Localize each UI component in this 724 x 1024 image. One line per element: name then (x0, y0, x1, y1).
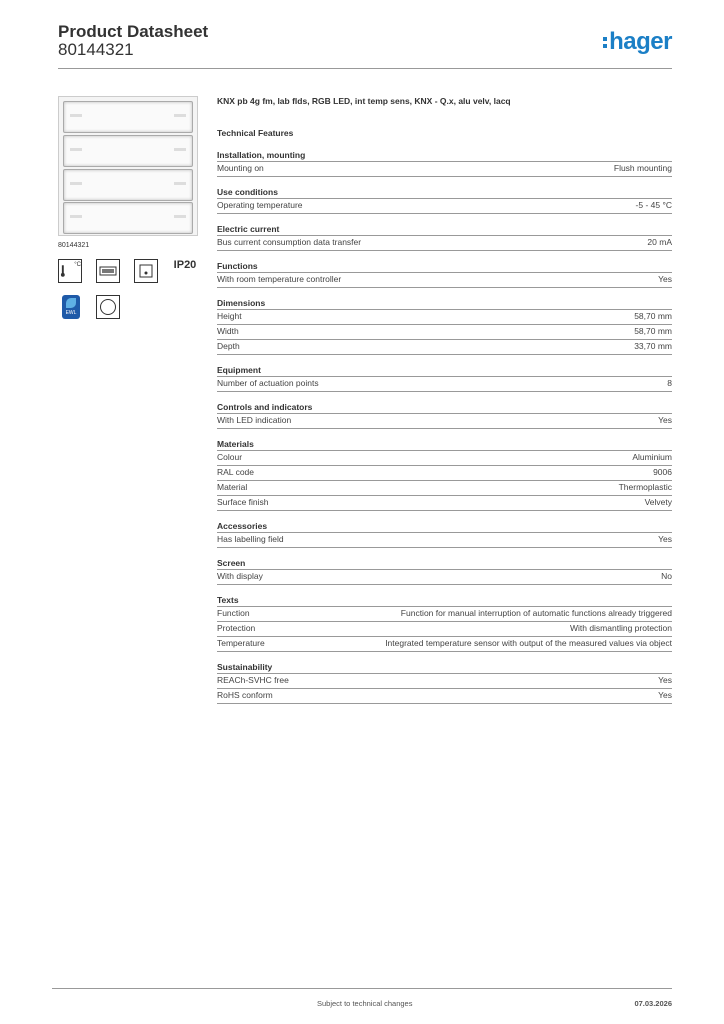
spec-section (217, 558, 672, 585)
spec-label: RAL code (217, 467, 255, 477)
thermo-label: °C (74, 262, 81, 268)
page-footer (52, 988, 672, 1008)
spec-label: Number of actuation points (217, 378, 319, 388)
spec-row (217, 622, 672, 637)
eco-label-text: EWL (65, 310, 77, 316)
spec-label: Has labelling field (217, 534, 284, 544)
spec-label: Height (217, 311, 242, 321)
rotation-icon (96, 295, 120, 319)
product-name: KNX pb 4g fm, lab flds, RGB LED, int temp sens, KNX - Q.x, alu velv, lacq (217, 96, 511, 106)
hager-logo (603, 28, 672, 56)
spec-value: Yes (658, 690, 672, 700)
rocker-3 (63, 169, 193, 201)
spec-section (217, 187, 672, 214)
spec-section (217, 224, 672, 251)
spec-value: Aluminium (632, 452, 672, 462)
spec-row (217, 162, 672, 177)
spec-value: 58,70 mm (634, 311, 672, 321)
spec-value: Thermoplastic (618, 482, 672, 492)
section-title: Screen (217, 558, 672, 570)
spec-row (217, 607, 672, 622)
spec-row (217, 481, 672, 496)
spec-section (217, 402, 672, 429)
spec-label: Material (217, 482, 248, 492)
spec-row (217, 637, 672, 652)
ip20-icon: IP20 (173, 259, 197, 271)
spec-value: Integrated temperature sensor with output of the measured values via object (385, 638, 672, 648)
eco-label-icon (62, 295, 80, 319)
spec-row (217, 496, 672, 511)
spec-label: Colour (217, 452, 243, 462)
footer-note: Subject to technical changes (317, 999, 413, 1008)
spec-label: Operating temperature (217, 200, 303, 210)
section-title: Use conditions (217, 187, 672, 199)
rocker-4 (63, 202, 193, 234)
spec-label: With display (217, 571, 263, 581)
specification-column (217, 96, 672, 714)
spec-value: Yes (658, 534, 672, 544)
section-title: Sustainability (217, 662, 672, 674)
spec-sections (217, 150, 672, 704)
spec-value: Yes (658, 274, 672, 284)
spec-value: Flush mounting (613, 163, 672, 173)
spec-label: Temperature (217, 638, 265, 648)
rocker-2 (63, 135, 193, 167)
section-title: Installation, mounting (217, 150, 672, 162)
spec-label: Depth (217, 341, 240, 351)
technical-features-title: Technical Features (217, 128, 294, 138)
spec-row (217, 273, 672, 288)
product-number: 80144321 (58, 40, 134, 59)
spec-value: -5 - 45 °C (635, 200, 672, 210)
spec-section (217, 365, 672, 392)
spec-value: 20 mA (647, 237, 672, 247)
spec-label: Surface finish (217, 497, 269, 507)
display-icon (96, 259, 120, 283)
spec-section (217, 261, 672, 288)
spec-row (217, 533, 672, 548)
section-title: Electric current (217, 224, 672, 236)
footer-date: 07.03.2026 (634, 999, 672, 1008)
spec-section (217, 439, 672, 511)
spec-label: With LED indication (217, 415, 292, 425)
spec-row (217, 451, 672, 466)
spec-value: 58,70 mm (634, 326, 672, 336)
spec-value: 8 (667, 378, 672, 388)
section-title: Equipment (217, 365, 672, 377)
spec-value: Yes (658, 675, 672, 685)
section-title: Controls and indicators (217, 402, 672, 414)
certification-icons (58, 259, 198, 319)
spec-label: Width (217, 326, 239, 336)
section-title: Texts (217, 595, 672, 607)
spec-row (217, 414, 672, 429)
spec-section (217, 662, 672, 704)
spec-label: Protection (217, 623, 256, 633)
page-header (58, 20, 672, 69)
spec-label: With room temperature controller (217, 274, 342, 284)
section-title: Accessories (217, 521, 672, 533)
temperature-icon (58, 259, 82, 283)
spec-value: 33,70 mm (634, 341, 672, 351)
spec-value: 9006 (653, 467, 672, 477)
spec-section (217, 595, 672, 652)
section-title: Functions (217, 261, 672, 273)
sensor-icon (134, 259, 158, 283)
image-caption: 80144321 (58, 242, 90, 249)
spec-value: Yes (658, 415, 672, 425)
spec-label: Function (217, 608, 250, 618)
logo-mark-icon (603, 37, 607, 48)
product-image (58, 96, 198, 236)
spec-section (217, 150, 672, 177)
spec-value: Function for manual interruption of automatic functions already triggered (400, 608, 672, 618)
spec-row (217, 377, 672, 392)
spec-row (217, 236, 672, 251)
spec-value: No (661, 571, 672, 581)
spec-label: Mounting on (217, 163, 264, 173)
spec-row (217, 689, 672, 704)
spec-row (217, 340, 672, 355)
section-title: Dimensions (217, 298, 672, 310)
document-title: Product Datasheet (58, 22, 209, 41)
spec-section (217, 298, 672, 355)
section-title: Materials (217, 439, 672, 451)
spec-row (217, 570, 672, 585)
spec-row (217, 466, 672, 481)
spec-row (217, 325, 672, 340)
rocker-1 (63, 101, 193, 133)
spec-value: With dismantling protection (569, 623, 672, 633)
spec-row (217, 674, 672, 689)
logo-text: hager (609, 28, 672, 55)
spec-value: Velvety (644, 497, 672, 507)
spec-label: REACh-SVHC free (217, 675, 289, 685)
spec-row (217, 199, 672, 214)
product-visual-column (58, 96, 198, 319)
spec-row (217, 310, 672, 325)
spec-section (217, 521, 672, 548)
spec-label: RoHS conform (217, 690, 273, 700)
spec-label: Bus current consumption data transfer (217, 237, 362, 247)
